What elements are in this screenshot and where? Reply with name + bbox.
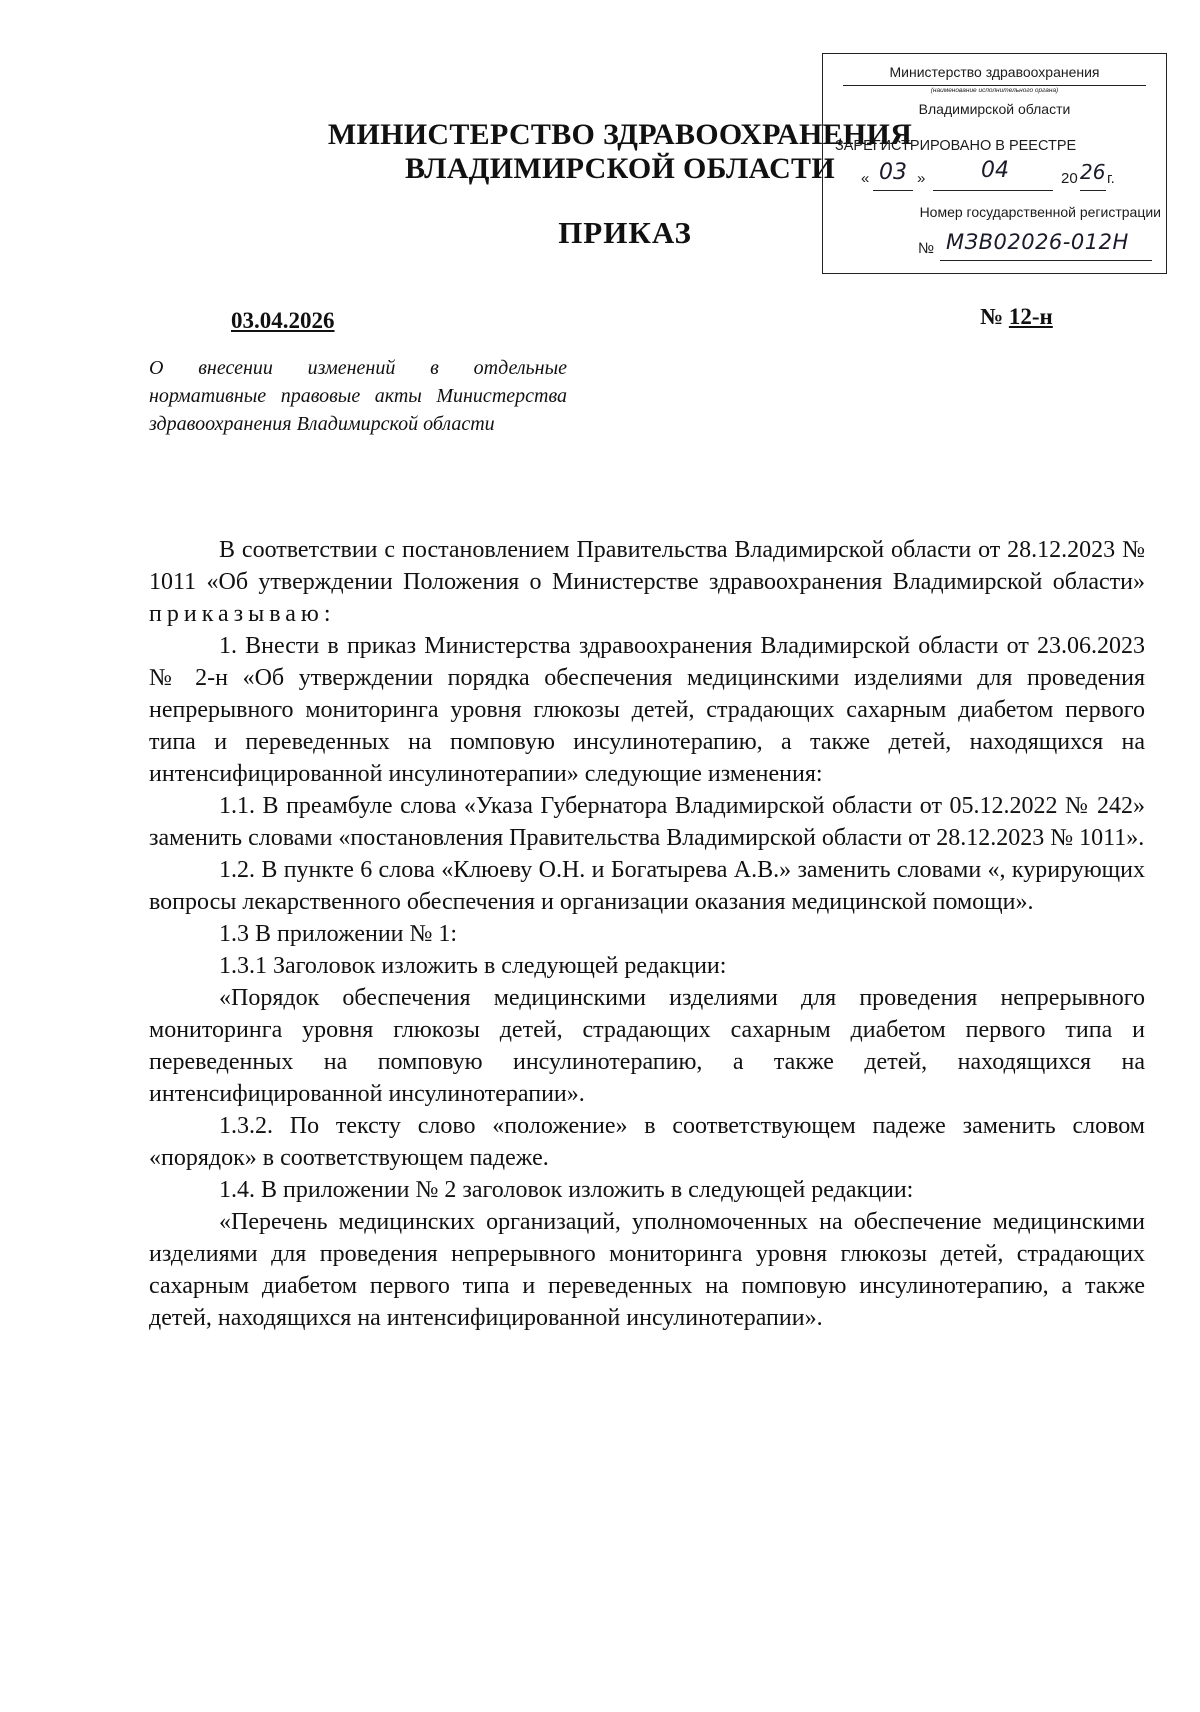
stamp-month: 04 — [981, 158, 1009, 183]
stamp-number-row — [918, 230, 1158, 264]
body-paragraph-1-text: В соответствии с постановлением Правительства Владимирской области от 28.12.2023 № 1011 «Об утверждении Положения о Министерстве здравоохранения Владимирской области» — [149, 537, 1145, 595]
stamp-region: Владимирской области — [918, 101, 1071, 117]
stamp-date-row — [861, 158, 1151, 194]
body-paragraph-7: «Порядок обеспечения медицинскими изделиями для проведения непрерывного мониторинга уровня глюкозы детей, страдающих сахарным диабетом первого типа и переведенных на помповую инсулинотерапию, а также детей, находящихся на интенсифицированной инсулинотерапии». — [149, 985, 1145, 1107]
organization-title-line1: МИНИСТЕРСТВО ЗДРАВООХРАНЕНИЯ — [327, 118, 913, 151]
document-type-title: ПРИКАЗ — [558, 215, 692, 250]
stamp-number-label: Номер государственной регистрации — [919, 204, 1161, 220]
registration-stamp — [822, 53, 1167, 274]
document-subject: О внесении изменений в отдельные нормативные правовые акты Министерства здравоохранения Владимирской области — [149, 357, 567, 435]
document-number-prefix: № — [980, 304, 1004, 329]
stamp-registered-label: ЗАРЕГИСТРИРОВАНО В РЕЕСТРЕ — [835, 138, 1077, 154]
stamp-day: 03 — [879, 160, 907, 185]
document-number — [980, 304, 1053, 330]
stamp-year-prefix: 20 — [1061, 170, 1078, 187]
body-paragraph-9: 1.4. В приложении № 2 заголовок изложить в следующей редакции: — [219, 1177, 914, 1203]
body-paragraph-2: 1. Внести в приказ Министерства здравоохранения Владимирской области от 23.06.2023 № 2-н «Об утверждении порядка обеспечения медицинскими изделиями для проведения непрерывного мониторинга уровня глюкозы детей, страдающих сахарным диабетом первого типа и переведенных на помповую инсулинотерапию, а также детей, находящихся на интенсифицированной инсулинотерапии» следующие изменения: — [149, 633, 1145, 787]
body-paragraph-10: «Перечень медицинских организаций, уполномоченных на обеспечение медицинскими изделиями для проведения непрерывного мониторинга уровня глюкозы детей, страдающих сахарным диабетом первого типа и переведенных на помповую инсулинотерапию, а также детей, находящихся на интенсифицированной инсулинотерапии». — [149, 1209, 1145, 1331]
order-word: приказываю: — [149, 601, 336, 627]
stamp-caption: (наименование исполнительного органа) — [930, 87, 1059, 94]
stamp-year-end: г. — [1107, 170, 1115, 187]
stamp-number-value: МЗВ02026-012Н — [946, 230, 1129, 254]
body-paragraph-4: 1.2. В пункте 6 слова «Клюеву О.Н. и Богатырева А.В.» заменить словами «, курирующих вопросы лекарственного обеспечения и организации оказания медицинской помощи». — [149, 857, 1145, 915]
body-paragraph-3: 1.1. В преамбуле слова «Указа Губернатора Владимирской области от 05.12.2022 № 242» заменить словами «постановления Правительства Владимирской области от 28.12.2023 № 1011». — [149, 793, 1145, 851]
stamp-organization: Министерство здравоохранения — [889, 64, 1100, 80]
stamp-quote-open: « — [861, 170, 870, 187]
stamp-separator — [843, 85, 1146, 86]
organization-title-line2: ВЛАДИМИРСКОЙ ОБЛАСТИ — [405, 152, 835, 185]
document-date: 03.04.2026 — [231, 308, 335, 333]
stamp-number-prefix: № — [918, 240, 935, 257]
body-paragraph-5: 1.3 В приложении № 1: — [219, 921, 458, 947]
body-paragraph-6: 1.3.1 Заголовок изложить в следующей редакции: — [219, 953, 727, 979]
stamp-quote-close: » — [917, 170, 926, 187]
body-paragraph-1 — [149, 534, 1145, 630]
document-body — [149, 534, 1145, 1334]
document-number-value: 12-н — [1008, 304, 1053, 329]
stamp-year-suffix: 26 — [1080, 160, 1106, 184]
body-paragraph-8: 1.3.2. По тексту слово «положение» в соответствующем падеже заменить словом «порядок» в соответствующем падеже. — [149, 1113, 1145, 1171]
